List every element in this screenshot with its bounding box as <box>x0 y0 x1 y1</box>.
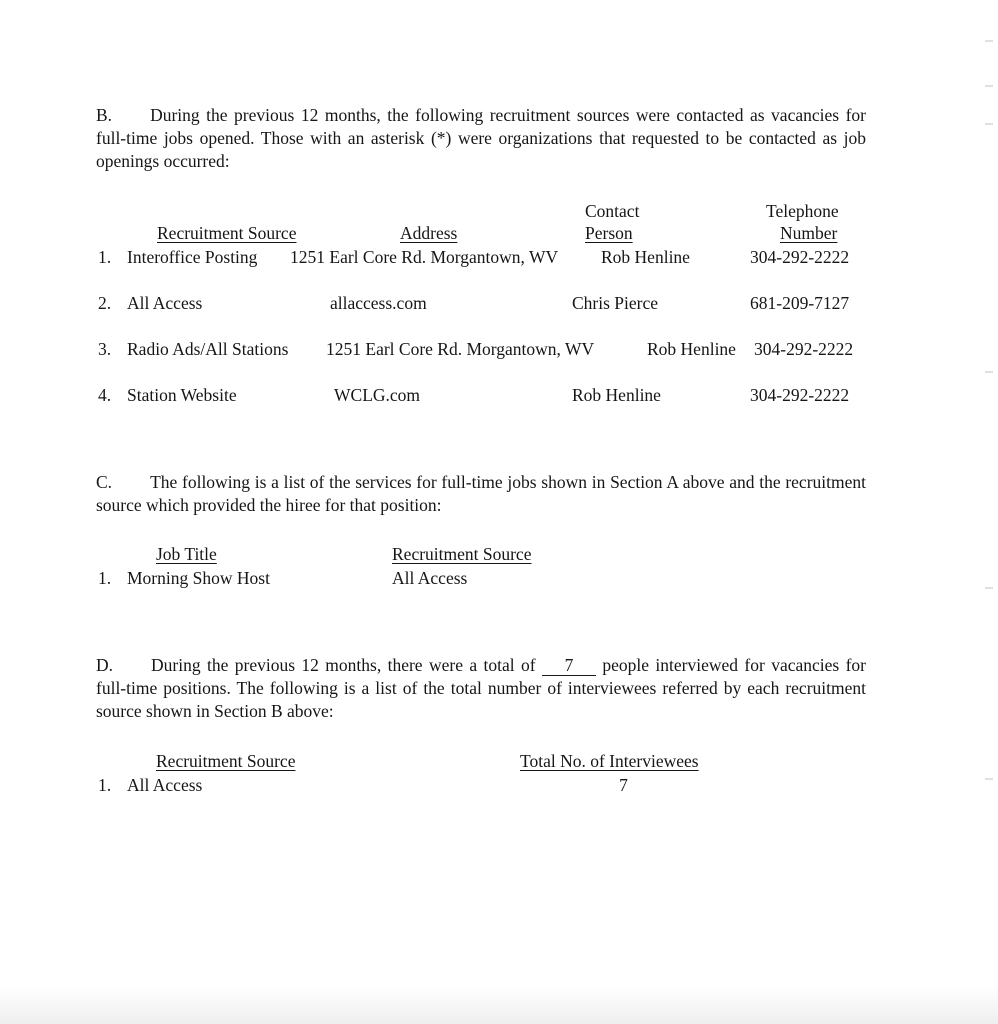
header-recruitment-source: Recruitment Source <box>392 544 532 564</box>
section-b-label: B. <box>96 105 113 125</box>
header-person: Person <box>585 223 633 243</box>
row-phone: 304-292-2222 <box>750 385 850 405</box>
header-job-title: Job Title <box>156 544 217 564</box>
page-bottom-shadow <box>0 986 998 1024</box>
row-total: 7 <box>619 775 628 795</box>
scan-artifact <box>985 778 993 780</box>
interviewed-total-blank: 7 <box>542 656 596 676</box>
header-address: Address <box>400 223 458 243</box>
document-content <box>96 0 866 1024</box>
table-row <box>96 292 866 316</box>
section-b-text: During the previous 12 months, the following recruitment sources were contacted as vacancies for full-time jobs opened. Those with an asterisk (*) were organizations that requested to be contacted as job openings occurred: <box>96 105 866 171</box>
row-address: WCLG.com <box>334 385 421 405</box>
scan-artifact <box>985 40 993 42</box>
row-address: 1251 Earl Core Rd. Morgantown, WV <box>326 339 595 359</box>
section-c-label: C. <box>96 472 113 492</box>
row-source: All Access <box>127 775 203 795</box>
scan-artifact <box>985 371 993 373</box>
header-contact-line1: Contact <box>585 201 640 221</box>
row-number: 4. <box>98 385 112 405</box>
section-c-text: The following is a list of the services for full-time jobs shown in Section A above and the recruitment source which provided the hiree for that position: <box>96 472 866 515</box>
table-row <box>96 774 866 798</box>
row-contact: Rob Henline <box>572 385 661 405</box>
header-total-interviewees: Total No. of Interviewees <box>520 751 699 771</box>
header-number: Number <box>780 223 838 243</box>
section-d-paragraph <box>96 654 866 723</box>
row-number: 1. <box>98 775 112 795</box>
row-job-title: Morning Show Host <box>127 568 270 588</box>
row-source: All Access <box>392 568 468 588</box>
row-phone: 304-292-2222 <box>750 247 850 267</box>
header-recruitment-source: Recruitment Source <box>156 751 296 771</box>
row-number: 3. <box>98 339 112 359</box>
table-row <box>96 246 866 270</box>
row-source: Interoffice Posting <box>127 247 258 267</box>
row-contact: Rob Henline <box>601 247 690 267</box>
header-recruitment-source: Recruitment Source <box>157 223 297 243</box>
scan-artifact <box>985 85 993 87</box>
section-b-paragraph <box>96 104 866 173</box>
row-phone: 304-292-2222 <box>754 339 854 359</box>
row-address: 1251 Earl Core Rd. Morgantown, WV <box>290 247 559 267</box>
row-number: 2. <box>98 293 112 313</box>
scan-artifact <box>985 123 993 125</box>
row-source: Station Website <box>127 385 237 405</box>
table-row <box>96 384 866 408</box>
row-contact: Chris Pierce <box>572 293 659 313</box>
row-contact: Rob Henline <box>647 339 736 359</box>
section-d-label: D. <box>96 655 114 675</box>
section-d-text-after: people interviewed for vacancies for full-time positions. The following is a list of the total number of interviewees referred by each recruitment source shown in Section B above: <box>96 655 867 721</box>
scan-artifact <box>985 587 993 589</box>
header-telephone-line1: Telephone <box>766 201 839 221</box>
row-phone: 681-209-7127 <box>750 293 850 313</box>
section-d-text-before: During the previous 12 months, there were a total of <box>151 655 536 675</box>
table-row <box>96 338 866 362</box>
row-number: 1. <box>98 247 112 267</box>
section-c-paragraph <box>96 471 866 517</box>
table-row <box>96 567 866 591</box>
row-source: Radio Ads/All Stations <box>127 339 289 359</box>
row-source: All Access <box>127 293 203 313</box>
row-address: allaccess.com <box>330 293 427 313</box>
row-number: 1. <box>98 568 112 588</box>
